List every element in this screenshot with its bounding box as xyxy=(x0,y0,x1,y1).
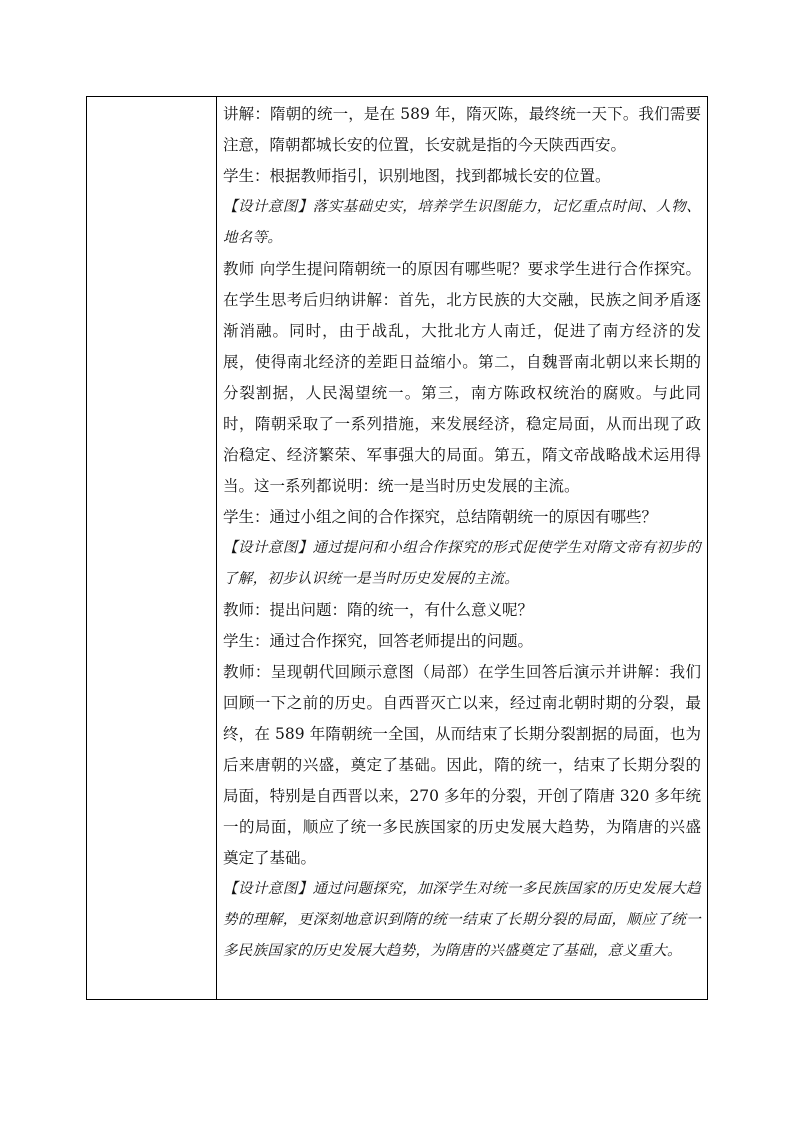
teaching-process-cell xyxy=(217,97,707,999)
explanation-paragraph: 讲解：隋朝的统一，是在 589 年，隋灭陈，最终统一天下。我们需要注意，隋朝都城长安的位置，长安就是指的今天陕西西安。 xyxy=(223,105,701,154)
design-intent-paragraph: 【设计意图】落实基础史实，培养学生识图能力，记忆重点时间、人物、地名等。 xyxy=(223,199,701,246)
teacher-activity-paragraph: 教师 向学生提问隋朝统一的原因有哪些呢？要求学生进行合作探究。在学生思考后归纳讲解：首先，北方民族的大交融，民族之间矛盾逐渐消融。同时，由于战乱，大批北方人南迁，促进了南方经济的发展，使得南北经济的差距日益缩小。第二，自魏晋南北朝以来长期的分裂割据，人民渴望统一。第三，南方陈政权统治的腐败。与此同时，隋朝采取了一系列措施，来发展经济，稳定局面，从而出现了政治稳定、经济繁荣、军事强大的局面。第五，隋文帝战略战术运用得当。这一系列都说明：统一是当时历史发展的主流。 xyxy=(223,260,701,495)
lesson-plan-table xyxy=(86,96,708,1000)
student-activity-paragraph: 学生：通过小组之间的合作探究，总结隋朝统一的原因有哪些？ xyxy=(223,508,658,526)
student-activity-paragraph: 学生：通过合作探究，回答老师提出的问题。 xyxy=(223,632,534,650)
design-intent-paragraph: 【设计意图】通过问题探究，加深学生对统一多民族国家的历史发展大趋势的理解，更深刻地意识到隋的统一结束了长期分裂的局面，顺应了统一多民族国家的历史发展大趋势，为隋唐的兴盛奠定了基础，意义重大。 xyxy=(223,881,701,959)
left-column-cell xyxy=(87,97,217,999)
teacher-activity-paragraph: 教师：提出问题：隋的统一，有什么意义呢？ xyxy=(223,601,534,619)
design-intent-paragraph: 【设计意图】通过提问和小组合作探究的形式促使学生对隋文帝有初步的了解，初步认识统一是当时历史发展的主流。 xyxy=(223,540,701,587)
student-activity-paragraph: 学生：根据教师指引，识别地图，找到都城长安的位置。 xyxy=(223,167,611,185)
teacher-activity-paragraph: 教师：呈现朝代回顾示意图（局部）在学生回答后演示并讲解：我们回顾一下之前的历史。自西晋灭亡以来，经过南北朝时期的分裂，最终，在 589 年隋朝统一全国，从而结束了长期分裂割据的局面，也为后来唐朝的兴盛，奠定了基础。因此，隋的统一，结束了长期分裂的局面，特别是自西晋以来，270 多年的分裂，开创了隋唐 320 多年统一的局面，顺应了统一多民族国家的历史发展大趋势，为隋唐的兴盛奠定了基础。 xyxy=(223,663,701,867)
